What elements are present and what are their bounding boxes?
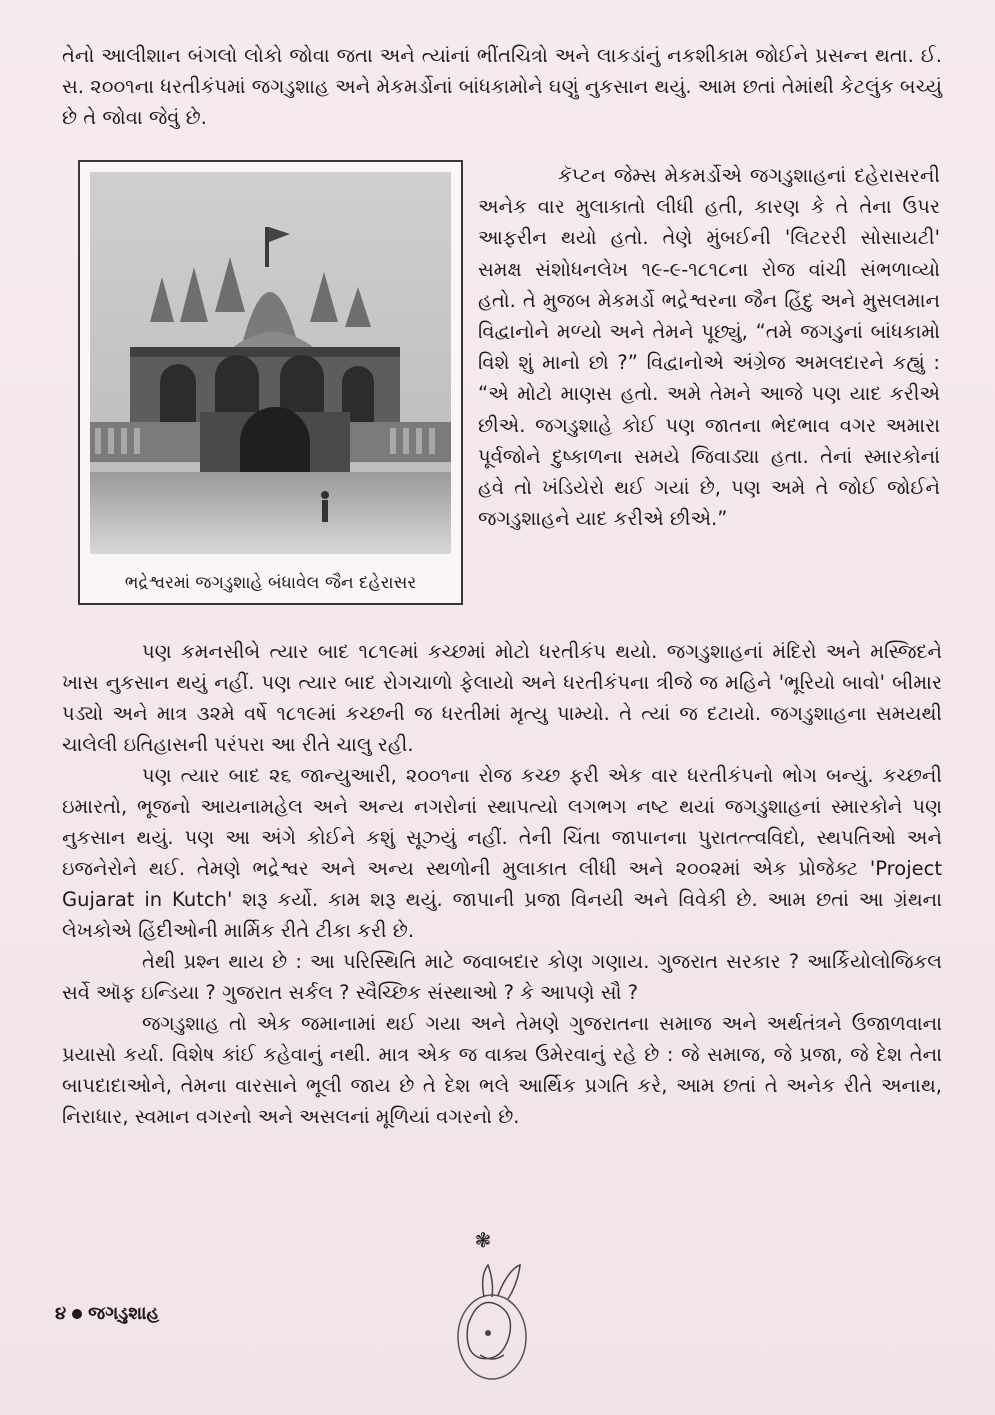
paragraph-3: પણ કમનસીબે ત્યાર બાદ ૧૮૧૯માં કચ્છમાં મોટો ધરતીકંપ થયો. જગડુશાહનાં મંદિરો અને મસ્જિદને ખાસ નુકસાન થયું નહીં. પણ ત્યાર બાદ રોગચાળો ફેલાયો અને ધરતીકંપના ત્રીજે જ મહિને 'ભૂરિયો બાવો' બીમાર પડ્યો અને માત્ર ૩૨મે વર્ષે ૧૮૧૯માં કચ્છની જ ધરતીમાં મૃત્યુ પામ્યો. તે ત્યાં જ દટાયો. જગડુશાહના સમયથી ચાલેલી ઇતિહાસની પરંપરા આ રીતે ચાલુ રહી. — [62, 640, 942, 756]
book-title: જગડુશાહ — [88, 1303, 160, 1324]
paragraph-4: પણ ત્યાર બાદ ૨૬ જાન્યુઆરી, ૨૦૦૧ના રોજ કચ્છ ફરી એક વાર ધરતીકંપનો ભોગ બન્યું. કચ્છની ઇમારતો, ભૂજનો આયનામહેલ અને અન્ય નગરોનાં સ્થાપત્યો લગભગ નષ્ટ થયાં જગડુશાહનાં સ્મારકોને પણ નુકસાન થયું. પણ આ અંગે કોઈને કશું સૂઝ્યું નહીં. તેની ચિંતા જાપાનના પુરાતત્ત્વવિદો, સ્થપતિઓ અને ઇજનેરોને થઈ. તેમણે ભદ્રેશ્વર અને અન્ય સ્થળોની મુલાકાત લીધી અને ૨૦૦૨માં એક પ્રોજેક્ટ 'Project Gujarat in Kutch' શરૂ કર્યો. કામ શરૂ થયું. જાપાની પ્રજા વિનયી અને વિવેકી છે. આમ છતાં આ ગ્રંથના લેખકોએ હિંદીઓની માર્મિક રીતે ટીકા કરી છે. — [62, 764, 942, 942]
emblem-icon — [440, 1255, 545, 1395]
paragraph-intro: તેનો આલીશાન બંગલો લોકો જોવા જતા અને ત્યાંનાં ભીંતચિત્રો અને લાકડાંનું નકશીકામ જોઈને પ્રસન્ન થતા. ઈ. સ. ૨૦૦૧ના ધરતીકંપમાં જગડુશાહ અને મેકમર્ડોનાં બાંધકામોને ઘણું નુકસાન થયું. આમ છતાં તેમાંથી કેટલુંક બચ્યું છે તે જોવા જેવું છે. — [62, 44, 942, 129]
bullet-icon — [72, 1309, 82, 1319]
separator-ornament: ❃ — [474, 1228, 492, 1252]
figure-caption: ભદ્રેશ્વરમાં જગડુશાહે બંધાવેલ જૈન દહેરાસર — [124, 573, 417, 593]
page-number: ૪ — [55, 1303, 67, 1324]
side-column — [478, 160, 940, 534]
intro-paragraph — [62, 40, 942, 133]
paragraph-5: તેથી પ્રશ્ન થાય છે : આ પરિસ્થિતિ માટે જવાબદાર કોણ ગણાય. ગુજરાત સરકાર ? આર્કિયોલોજિકલ સર્વે ઑફ ઇન્ડિયા ? ગુજરાત સર્કલ ? સ્વૈચ્છિક સંસ્થાઓ ? કે આપણે સૌ ? — [62, 950, 942, 1004]
temple-figure — [78, 160, 463, 605]
paragraph-6: જગડુશાહ તો એક જમાનામાં થઈ ગયા અને તેમણે ગુજરાતના સમાજ અને અર્થતંત્રને ઉજાળવાના પ્રયાસો કર્યા. વિશેષ કાંઈ કહેવાનું નથી. માત્ર એક જ વાક્ય ઉમેરવાનું રહે છે : જે સમાજ, જે પ્રજા, જે દેશ તેના બાપદાદાઓને, તેમના વારસાને ભૂલી જાય છે તે દેશ ભલે આર્થિક પ્રગતિ કરે, આમ છતાં તે અનેક રીતે અનાથ, નિરાધાર, સ્વમાન વગરનો અને અસલનાં મૂળિયાં વગરનો છે. — [62, 1012, 942, 1128]
page-footer — [55, 1303, 159, 1324]
temple-illustration — [90, 172, 451, 554]
paragraph-side: કૅપ્ટન જેમ્સ મેકમર્ડોએ જગડુશાહનાં દહેરાસરની અનેક વાર મુલાકાતો લીધી હતી, કારણ કે તે તેના ઉપર આફરીન થયો હતો. તેણે મુંબઈની 'લિટરરી સોસાયટી' સમક્ષ સંશોધનલેખ ૧૯-૯-૧૮૧૮ના રોજ વાંચી સંભળાવ્યો હતો. તે મુજબ મેકમર્ડો ભદ્રેશ્વરના જૈન હિંદુ અને મુસલમાન વિદ્વાનોને મળ્યો અને તેમને પૂછ્યું, “તમે જગડુનાં બાંધકામો વિશે શું માનો છો ?” વિદ્વાનોએ અંગ્રેજ અમલદારને કહ્યું : “એ મોટો માણસ હતો. અમે તેમને આજે પણ યાદ કરીએ છીએ. જગડુશાહે કોઈ પણ જાતના ભેદભાવ વગર અમારા પૂર્વજોને દુષ્કાળના સમયે જિવાડ્યા હતા. તેનાં સ્મારકોનાં હવે તો ખંડિયેરો થઈ ગયાં છે, પણ અમે તે જોઈ જોઈને જગડુશાહને યાદ કરીએ છીએ.” — [478, 164, 940, 531]
main-text — [62, 636, 942, 1132]
temple-photo — [90, 172, 451, 554]
